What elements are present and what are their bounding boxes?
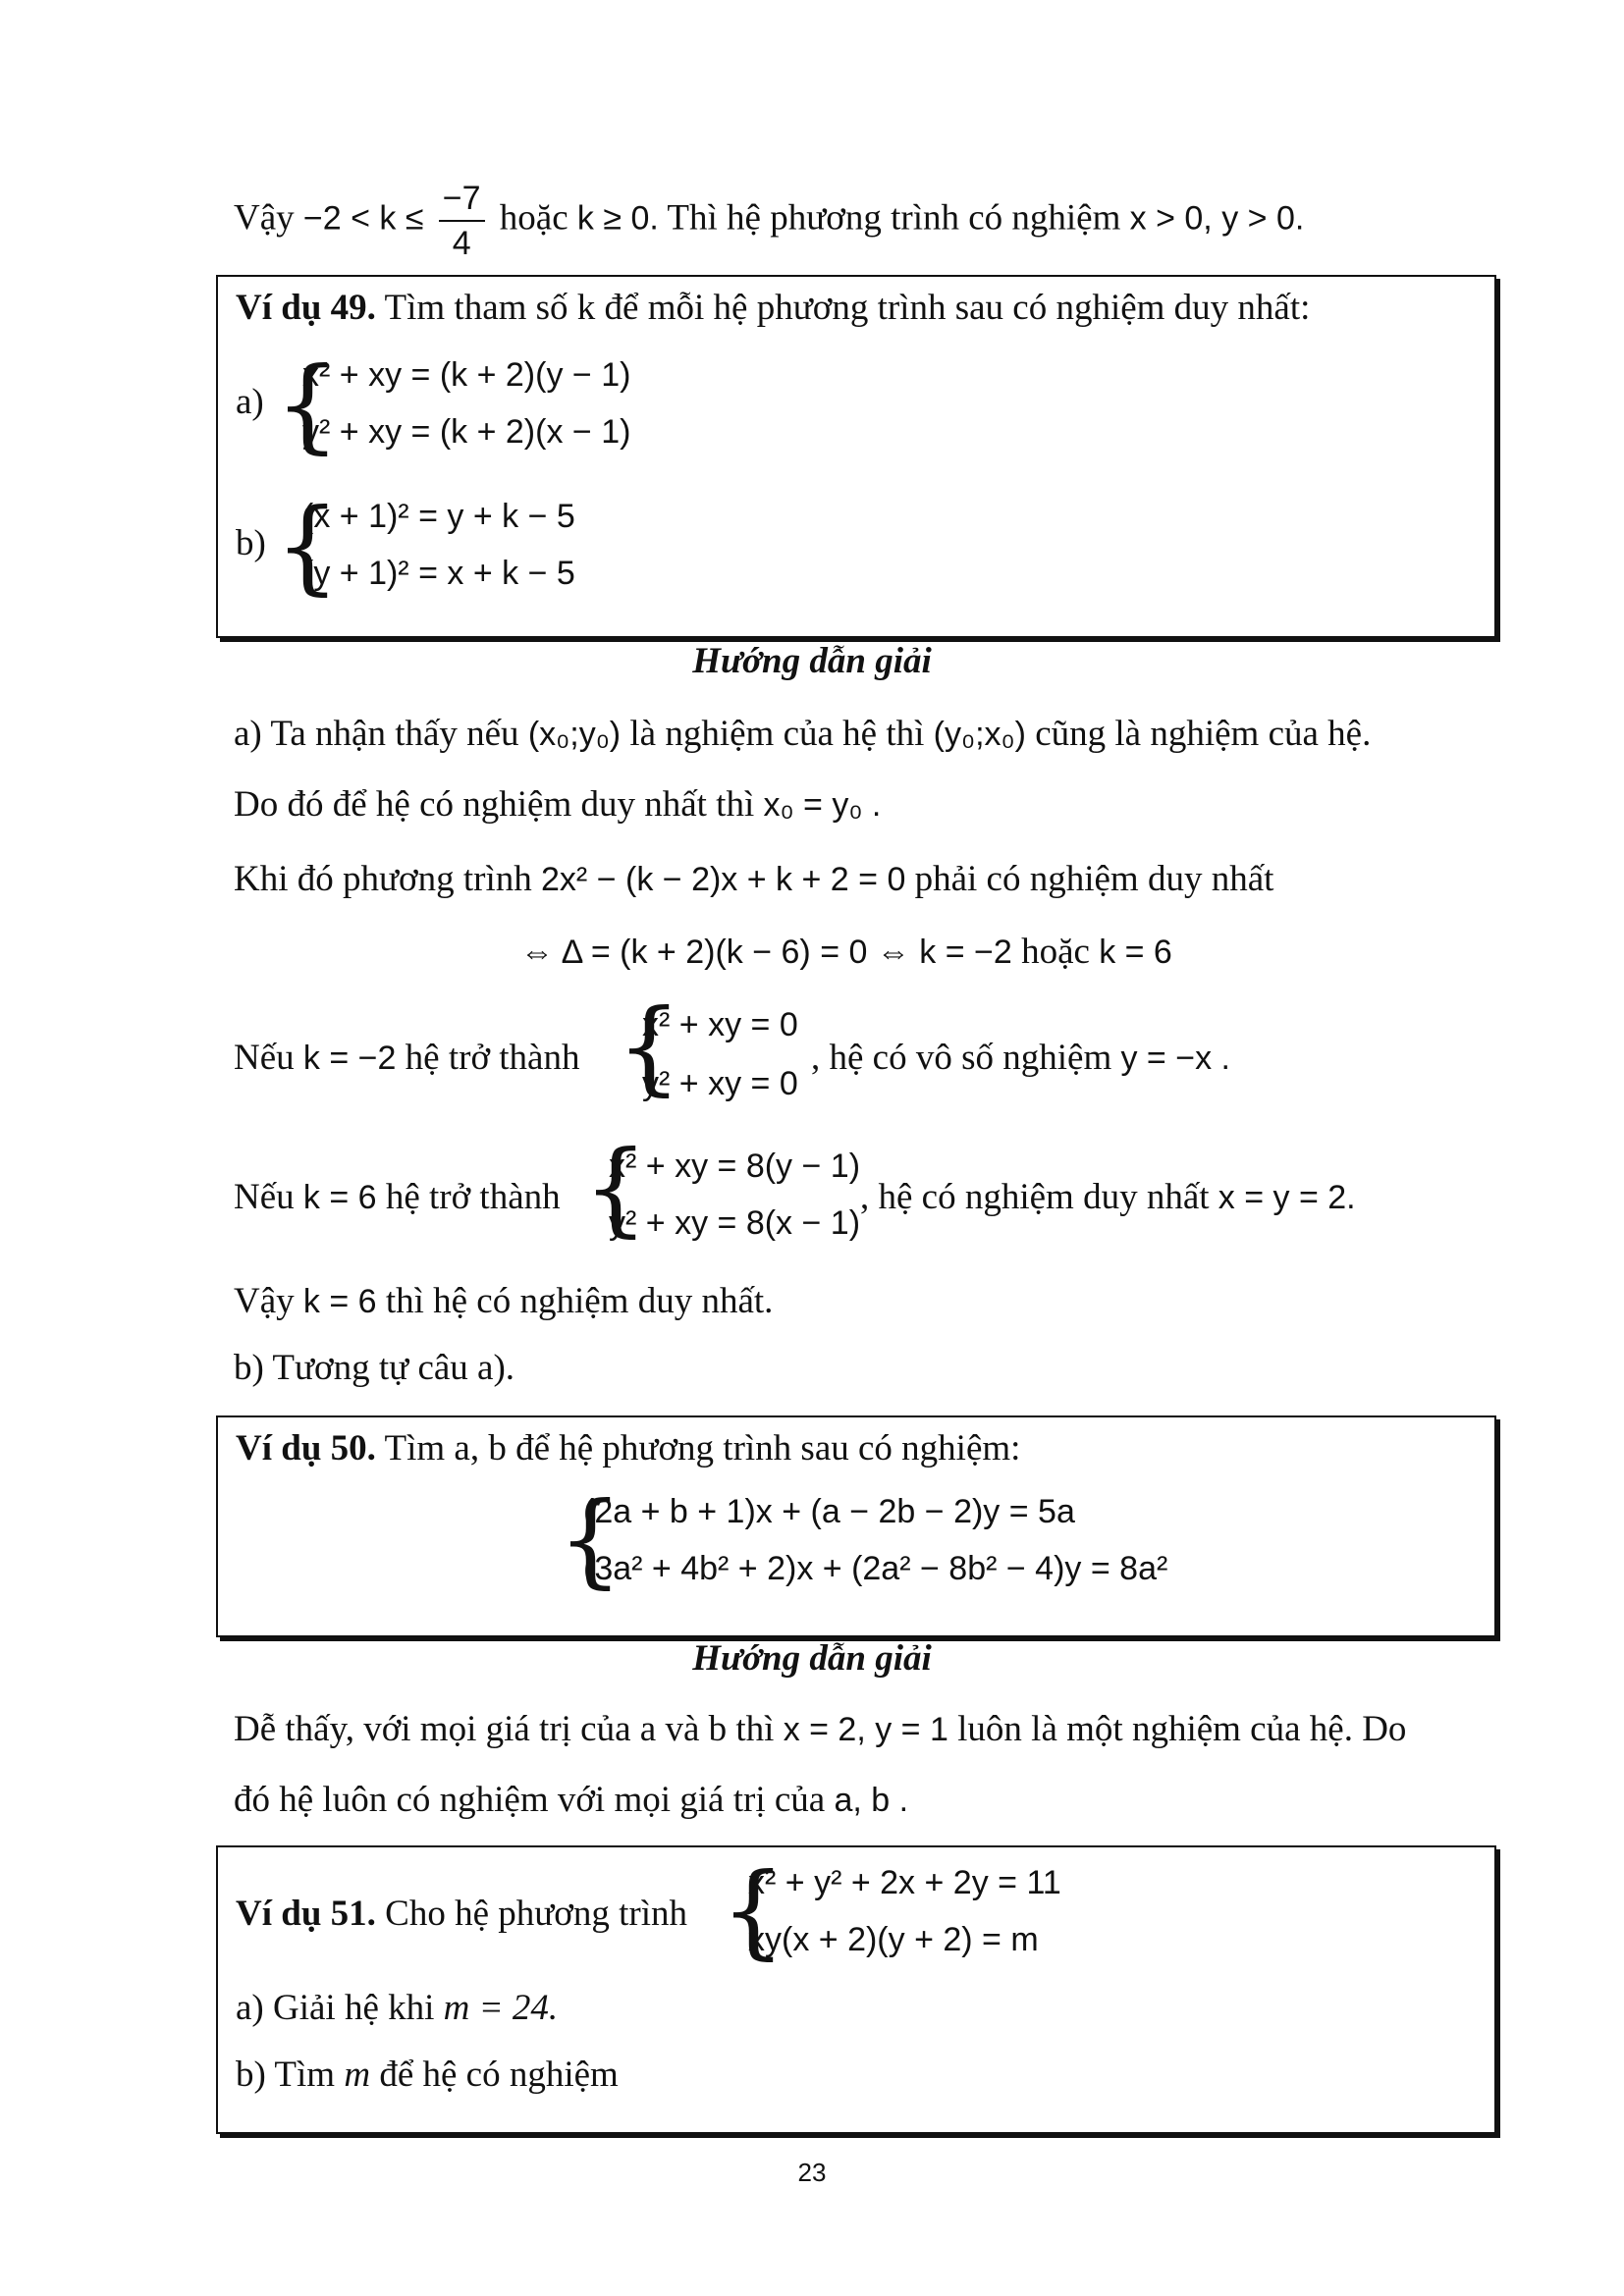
fraction-denominator: 4 (452, 225, 471, 262)
part-a-eq1: x² + xy = (k + 2)(y − 1) (302, 356, 631, 394)
text-segment: Do đó để hệ có nghiệm duy nhất thì (234, 784, 755, 825)
part-a-eq2: y² + xy = (k + 2)(x − 1) (302, 413, 631, 451)
text-segment: là nghiệm của hệ thì (629, 714, 925, 754)
text-segment: hoặc (1021, 932, 1090, 972)
example-51-eq2: xy(x + 2)(y + 2) = m (748, 1921, 1039, 1958)
text-segment: đó hệ luôn có nghiệm với mọi giá trị của (234, 1780, 826, 1820)
math-x-eq-y-eq-2: x = y = 2. (1218, 1179, 1356, 1216)
part-b-label: b) (236, 523, 266, 563)
example-50-label: Ví dụ 50. (236, 1428, 376, 1468)
text-segment: Vậy (234, 1281, 295, 1321)
brace-icon: { (583, 1128, 649, 1248)
system-k-minus2-eq1: x² + xy = 0 (642, 1006, 798, 1043)
system-k6-eq1: x² + xy = 8(y − 1) (609, 1148, 861, 1185)
part-b-eq1: (x + 1)² = y + k − 5 (302, 498, 575, 535)
example-51-box (216, 1845, 1496, 2134)
system-k-minus2-eq2: y² + xy = 0 (642, 1065, 798, 1102)
example-49-box (216, 275, 1496, 638)
intro-condition: x > 0, y > 0. (1129, 199, 1305, 238)
solution-49-line7 (234, 1278, 773, 1325)
math-m: m (344, 2055, 371, 2095)
solution-49-heading: Hướng dẫn giải (692, 641, 932, 681)
solution-49-line2 (234, 781, 881, 828)
page-number: 23 (797, 2158, 827, 2187)
example-51-eq1: x² + y² + 2x + 2y = 11 (748, 1864, 1061, 1901)
brace-icon: { (721, 1850, 786, 1970)
solution-49-line5 (234, 1035, 579, 1082)
solution-49-line1 (234, 711, 1371, 758)
example-51-label: Ví dụ 51. (236, 1894, 376, 1934)
text-segment: a) Ta nhận thấy nếu (234, 714, 519, 754)
example-50-text: Tìm a, b để hệ phương trình sau có nghiệm: (384, 1428, 1021, 1468)
text-segment: Dễ thấy, với mọi giá trị của a và b thì (234, 1709, 775, 1749)
example-51-part-b (236, 2052, 619, 2099)
math-x0y0: (x₀;y₀) (527, 716, 622, 753)
example-49-title (236, 285, 1310, 332)
text-segment: b) Tìm (236, 2055, 336, 2095)
text-segment: Nếu (234, 1177, 295, 1217)
text-segment: để hệ có nghiệm (379, 2055, 619, 2095)
intro-rest: Thì hệ phương trình có nghiệm (667, 197, 1121, 239)
solution-50-line1 (234, 1706, 1406, 1753)
math-x0-eq-y0: x₀ = y₀ . (763, 786, 882, 824)
example-50-eq2: (3a² + 4b² + 2)x + (2a² − 8b² − 4)y = 8a² (583, 1550, 1168, 1587)
math-discriminant: ⇔ Δ = (k + 2)(k − 6) = 0 ⇔ k = −2 (520, 934, 1012, 971)
intro-inequality: −2 < k ≤ (302, 199, 424, 238)
math-k-eq-minus2: k = −2 (302, 1040, 397, 1077)
example-51-part-a (236, 1985, 558, 2032)
solution-50-line2 (234, 1777, 908, 1824)
text-segment: Nếu (234, 1038, 295, 1078)
text-segment: thì hệ có nghiệm duy nhất. (385, 1281, 774, 1321)
math-k-eq-6: k = 6 (1099, 934, 1172, 971)
math-a-b: a, b . (834, 1782, 909, 1819)
math-x2-y1: x = 2, y = 1 (783, 1711, 948, 1748)
solution-49-line6 (234, 1174, 561, 1221)
solution-49-line5-rest (811, 1035, 1230, 1082)
intro-line (234, 177, 1304, 265)
math-y-eq-minus-x: y = −x . (1120, 1040, 1230, 1077)
intro-hoac: hoặc (499, 197, 568, 239)
solution-50-heading: Hướng dẫn giải (692, 1638, 932, 1679)
math-k-eq-6: k = 6 (302, 1283, 377, 1320)
fraction-numerator: −7 (439, 177, 485, 222)
brace-icon: { (275, 486, 341, 606)
text-segment: , hệ có vô số nghiệm (811, 1038, 1112, 1078)
example-50-eq1: (2a + b + 1)x + (a − 2b − 2)y = 5a (583, 1493, 1075, 1530)
part-b-eq2: (y + 1)² = x + k − 5 (302, 555, 575, 592)
text-segment: phải có nghiệm duy nhất (914, 859, 1274, 899)
text-segment: cũng là nghiệm của hệ. (1035, 714, 1372, 754)
text-segment: a) Giải hệ khi (236, 1988, 435, 2028)
text-segment: Khi đó phương trình (234, 859, 532, 899)
example-51-title (236, 1891, 687, 1938)
brace-icon: { (275, 345, 341, 464)
brace-icon: { (617, 987, 682, 1106)
example-49-text: Tìm tham số k để mỗi hệ phương trình sau có nghiệm duy nhất: (384, 288, 1311, 328)
math-k-eq-6: k = 6 (302, 1179, 377, 1216)
text-segment: , hệ có nghiệm duy nhất (860, 1177, 1210, 1217)
example-50-box (216, 1415, 1496, 1637)
system-k6-eq2: y² + xy = 8(x − 1) (609, 1204, 861, 1242)
text-segment: hệ trở thành (385, 1177, 561, 1217)
intro-fraction (439, 177, 485, 265)
math-quadratic: 2x² − (k − 2)x + k + 2 = 0 (541, 861, 906, 898)
text-segment: hệ trở thành (405, 1038, 580, 1078)
solution-49-line8: b) Tương tự câu a). (234, 1348, 515, 1388)
intro-k-ge: k ≥ 0. (576, 199, 659, 238)
text-segment: luôn là một nghiệm của hệ. Do (957, 1709, 1407, 1749)
solution-49-line6-rest (860, 1174, 1356, 1221)
example-50-title (236, 1425, 1020, 1472)
example-49-label: Ví dụ 49. (236, 288, 376, 328)
intro-vay: Vậy (234, 197, 295, 239)
brace-icon: { (558, 1479, 623, 1599)
solution-49-line4 (520, 929, 1172, 976)
example-51-text: Cho hệ phương trình (385, 1894, 688, 1934)
solution-49-line3 (234, 856, 1273, 903)
part-a-label: a) (236, 382, 264, 422)
math-m-24: m = 24. (443, 1988, 559, 2028)
math-y0x0: (y₀;x₀) (933, 716, 1026, 753)
